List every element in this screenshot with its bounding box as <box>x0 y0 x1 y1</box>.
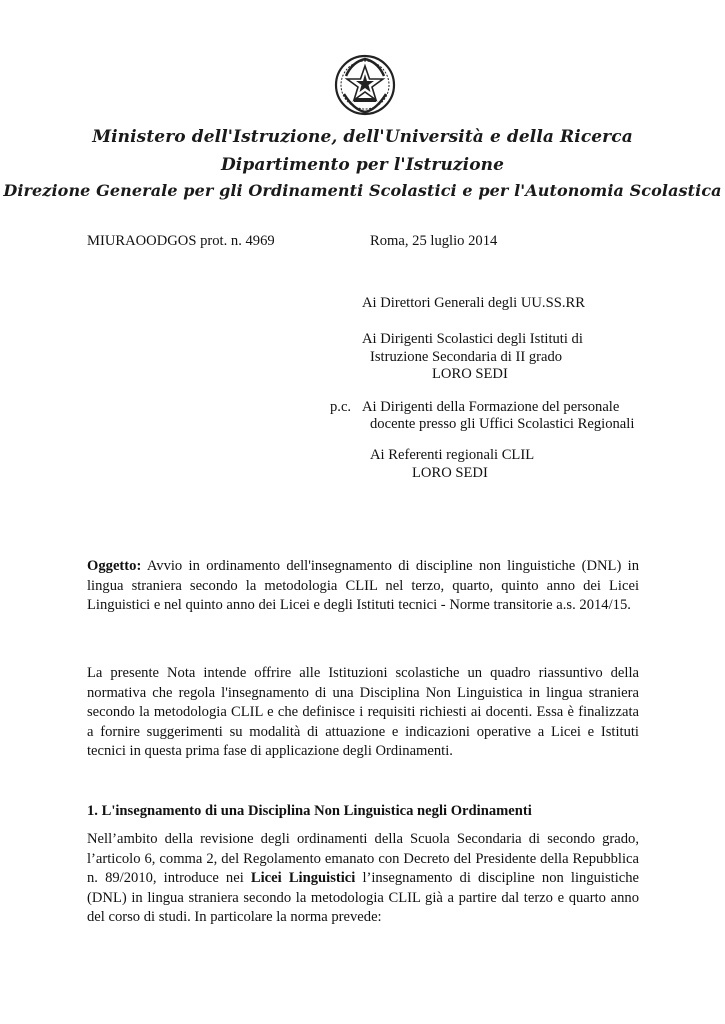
recipient-training-heads: Ai Dirigenti della Formazione del personale <box>362 399 620 415</box>
date-place: Roma, 25 luglio 2014 <box>370 233 498 249</box>
recipient-school-heads-line2: Istruzione Secondaria di II grado <box>370 349 563 365</box>
department-heading: Dipartimento per l'Istruzione <box>220 155 505 175</box>
recipient-loro-sedi-2: LORO SEDI <box>412 465 488 481</box>
subject-text: Avvio in ordinamento dell'insegnamento di discipline non linguistiche (DNL) in lingua straniera secondo la metodologia CLIL nel terzo, quarto, quinto anno dei Licei Linguistici e nel quinto anno dei Licei e degli Istituti tecnici - Norme transitorie a.s. 2014/15. <box>87 558 639 614</box>
intro-paragraph: La presente Nota intende offrire alle Istituzioni scolastiche un quadro riassuntivo della normativa che regola l'insegnamento di una Disciplina Non Linguistica in lingua straniera secondo la metodologia CLIL e che definisce i requisiti richiesti ai docenti. Essa è finalizzata a fornire suggerimenti su modalità di attuazione e indicazioni operative a Licei e Istituti tecnici in questa prima fase di applicazione degli Ordinamenti. <box>87 665 639 760</box>
recipient-loro-sedi-1: LORO SEDI <box>432 366 508 382</box>
recipient-training-heads-line2: docente presso gli Uffici Scolastici Regionali <box>370 416 635 432</box>
section-1-title: 1. L'insegnamento di una Disciplina Non Linguistica negli Ordinamenti <box>87 803 532 819</box>
protocol-number: MIURAOODGOS prot. n. 4969 <box>87 233 275 249</box>
section-1-paragraph <box>87 830 639 928</box>
recipient-clil-referents: Ai Referenti regionali CLIL <box>370 447 535 463</box>
ministry-heading: Ministero dell'Istruzione, dell'Università e della Ricerca <box>92 127 633 147</box>
section-1-text-after: l’insegnamento di discipline non linguistiche (DNL) in lingua straniera secondo la metodologia CLIL già a partire dal terzo e quarto anno del corso di studi. In particolare la norma prevede: <box>87 870 640 926</box>
directorate-heading: Direzione Generale per gli Ordinamenti Scolastici e per l'Autonomia Scolastica <box>3 181 722 200</box>
subject-label: Oggetto: <box>87 558 142 574</box>
section-1-bold: Licei Linguistici <box>250 870 356 887</box>
section-1-text-before: Nell’ambito della revisione degli ordinamenti della Scuola Secondaria di secondo grado, l’articolo 6, comma 2, del Regolamento emanato con Decreto del Presidente della Repubblica n. 89/2010, introduce nei <box>87 831 639 887</box>
subject-paragraph <box>87 557 639 616</box>
italian-republic-emblem-icon <box>334 54 396 116</box>
recipient-school-heads: Ai Dirigenti Scolastici degli Istituti di <box>362 331 583 347</box>
pc-label: p.c. <box>330 399 352 415</box>
recipient-directors: Ai Direttori Generali degli UU.SS.RR <box>362 295 585 311</box>
